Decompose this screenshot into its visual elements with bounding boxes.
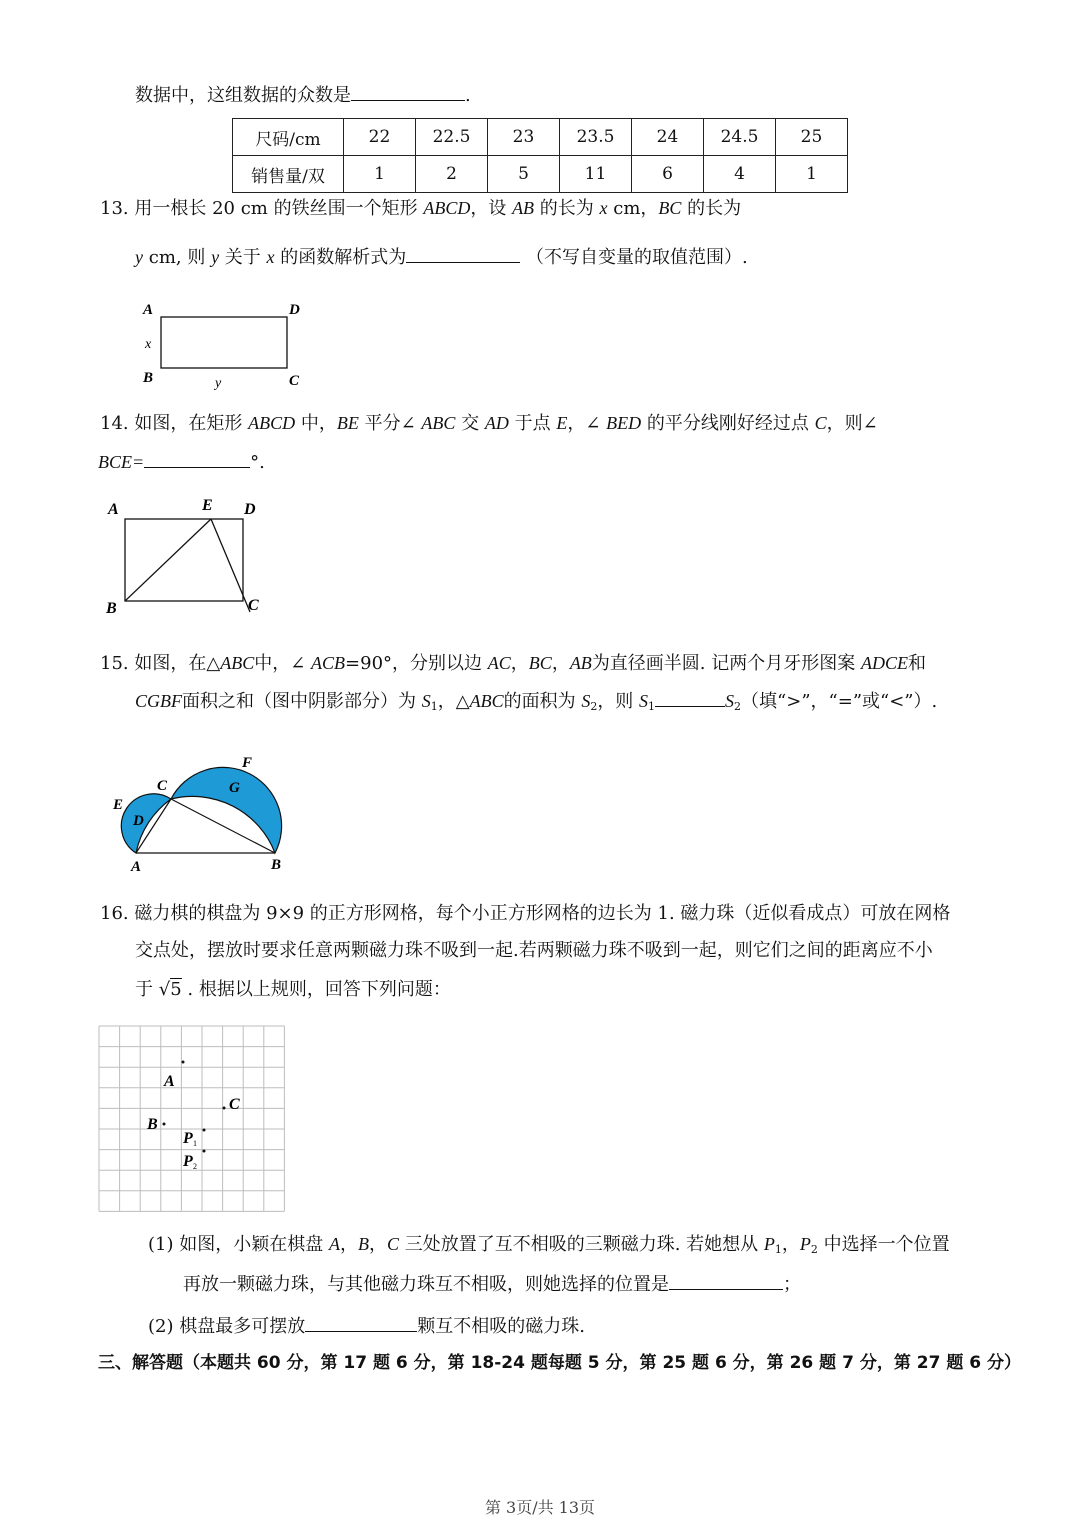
table-cell: 1 bbox=[776, 156, 848, 193]
label-b: B bbox=[106, 600, 117, 617]
section-3-heading: 三、解答题（本题共 60 分，第 17 题 6 分，第 18-24 题每题 5 分，第 25 题 6 分，第 26 题 7 分，第 27 题 6 分） bbox=[98, 1353, 1022, 1373]
q16-sub1-line2: 再放一颗磁力珠，与其他磁力珠互不相吸，则她选择的位置是 ； bbox=[183, 1271, 801, 1297]
q15-answer-blank[interactable] bbox=[655, 688, 725, 707]
q16-sub2-line: (2) 棋盘最多可摆放 颗互不相吸的磁力珠. bbox=[148, 1313, 585, 1339]
label-e: E bbox=[113, 797, 124, 813]
q16-grid-figure bbox=[98, 1025, 290, 1217]
label-c: C bbox=[157, 778, 168, 794]
label-p1: P bbox=[183, 1130, 193, 1147]
q14-answer-blank[interactable] bbox=[144, 449, 250, 468]
label-c: C bbox=[248, 597, 259, 614]
table-cell: 22.5 bbox=[416, 119, 488, 156]
label-a: A bbox=[131, 859, 142, 875]
q16-sub2-answer-blank[interactable] bbox=[305, 1313, 417, 1332]
label-b: B bbox=[271, 857, 282, 873]
table-cell: 24.5 bbox=[704, 119, 776, 156]
table-row bbox=[233, 119, 848, 156]
label-b: B bbox=[147, 1116, 158, 1133]
point-p2 bbox=[203, 1150, 206, 1153]
q12-line: 数据中，这组数据的众数是 . bbox=[135, 82, 471, 108]
label-p2-sub: 2 bbox=[193, 1162, 197, 1171]
q13-rectangle-figure bbox=[130, 296, 320, 392]
q16-line3: 于 √5 . 根据以上规则，回答下列问题： bbox=[135, 979, 451, 1000]
q14-rectangle-figure bbox=[100, 490, 270, 620]
label-d: D bbox=[133, 813, 144, 829]
table-cell: 1 bbox=[344, 156, 416, 193]
question-number: 14. bbox=[100, 413, 129, 434]
table-cell: 5 bbox=[488, 156, 560, 193]
q15-semicircles-figure bbox=[100, 745, 300, 875]
point-a bbox=[182, 1061, 185, 1064]
q16-line2: 交点处，摆放时要求任意两颗磁力珠不吸到一起.若两颗磁力珠不吸到一起，则它们之间的距离应不小 bbox=[135, 940, 933, 961]
q15-line1: 15. 如图，在△ABC中，∠ ACB=90°，分别以边 AC，BC，AB为直径画半圆. 记两个月牙形图案 ADCE和 bbox=[100, 653, 926, 674]
label-a: A bbox=[164, 1073, 175, 1090]
sqrt-radicand: 5 bbox=[170, 979, 182, 1000]
label-e: E bbox=[202, 497, 213, 514]
grid-lines bbox=[99, 1026, 284, 1211]
q13-answer-blank[interactable] bbox=[406, 244, 520, 263]
sqrt-symbol: √ bbox=[158, 979, 171, 1000]
q14-line1: 14. 如图，在矩形 ABCD 中，BE 平分∠ ABC 交 AD 于点 E，∠ BED 的平分线刚好经过点 C，则∠ bbox=[100, 413, 878, 434]
table-cell: 22 bbox=[344, 119, 416, 156]
table-cell: 25 bbox=[776, 119, 848, 156]
q16-sub1-line1: (1) 如图，小颖在棋盘 A，B，C 三处放置了互不相吸的三颗磁力珠. 若她想从 $P_1$，$P_2$ 中选择一个位置 bbox=[148, 1234, 950, 1256]
label-p1-sub: 1 bbox=[193, 1139, 197, 1148]
label-a: A bbox=[108, 501, 119, 518]
table-header-cell: 尺码/cm bbox=[233, 119, 344, 156]
label-y: y bbox=[215, 376, 222, 391]
label-c: C bbox=[229, 1096, 240, 1113]
question-number: 13. bbox=[100, 198, 129, 219]
question-number: 16. bbox=[100, 903, 129, 924]
lune-adce bbox=[121, 794, 171, 853]
q15-line2: CGBF面积之和（图中阴影部分）为 $S_1$，△ABC的面积为 $S_2$，则 $S_1$ $S_2$（填“>”，“=”或“<”）. bbox=[135, 688, 937, 719]
size-sales-table bbox=[232, 118, 848, 193]
label-d: D bbox=[289, 302, 300, 318]
q13-line1: 13. 用一根长 20 cm 的铁丝围一个矩形 ABCD，设 AB 的长为 x cm，BC 的长为 bbox=[100, 198, 742, 219]
table-cell: 23.5 bbox=[560, 119, 632, 156]
label-x: x bbox=[145, 337, 152, 352]
table-cell: 4 bbox=[704, 156, 776, 193]
table-cell: 6 bbox=[632, 156, 704, 193]
q12-text: 数据中，这组数据的众数是 bbox=[135, 85, 351, 106]
label-g: G bbox=[229, 780, 240, 796]
label-p2: P bbox=[183, 1153, 193, 1170]
table-cell: 11 bbox=[560, 156, 632, 193]
q13-line2: y cm, 则 y 关于 x 的函数解析式为 （不写自变量的取值范围）. bbox=[135, 244, 748, 270]
rectangle-abcd bbox=[125, 519, 243, 601]
rectangle-abcd bbox=[161, 317, 287, 368]
page-footer: 第 3页/共 13页 bbox=[484, 1498, 596, 1517]
lune-cgbf bbox=[171, 767, 282, 853]
table-cell: 2 bbox=[416, 156, 488, 193]
label-d: D bbox=[244, 501, 256, 518]
q16-line1: 16. 磁力棋的棋盘为 9×9 的正方形网格，每个小正方形网格的边长为 1. 磁力珠（近似看成点）可放在网格 bbox=[100, 903, 951, 924]
q14-line2: BCE= °. bbox=[98, 449, 265, 475]
table-header-cell: 销售量/双 bbox=[233, 156, 344, 193]
q12-answer-blank[interactable] bbox=[351, 82, 465, 101]
segment-ec bbox=[211, 519, 250, 612]
question-number: 15. bbox=[100, 653, 129, 674]
point-p1 bbox=[203, 1129, 206, 1132]
point-c bbox=[223, 1107, 226, 1110]
segment-be bbox=[125, 519, 211, 601]
table-cell: 23 bbox=[488, 119, 560, 156]
label-c: C bbox=[289, 373, 300, 389]
point-b bbox=[163, 1123, 166, 1126]
label-a: A bbox=[143, 302, 154, 318]
table-cell: 24 bbox=[632, 119, 704, 156]
label-f: F bbox=[242, 755, 253, 771]
label-b: B bbox=[143, 370, 154, 386]
q16-sub1-answer-blank[interactable] bbox=[669, 1271, 783, 1290]
table-row bbox=[233, 156, 848, 193]
